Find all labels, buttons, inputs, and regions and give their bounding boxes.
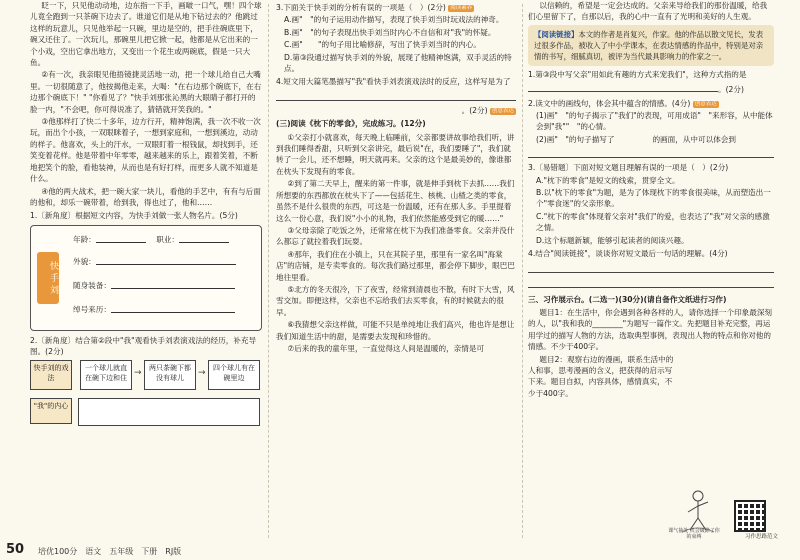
column-left: [30, 0, 262, 540]
badge: 创意表达: [491, 107, 514, 114]
flow-diagram: [30, 360, 262, 428]
card-row-nickname[interactable]: 绰号来历：: [73, 304, 235, 315]
question-4-score: 。(2分) 创意表达: [461, 105, 514, 115]
story2-paragraph-5: ⑤北方的冬天很冷，下了夜雪，经常到清晨也不散，有时下大雪，风雪交加。即便这样，父亲也不忘给我们去买零食，有的时候就去的很早。: [276, 284, 515, 317]
story2-paragraph-1: ①父亲打小就喜欢，每天晚上临睡前，父亲都要讲故事给我们听，讲到我们睡得香甜，只听到父亲讲完，最后说"在，我们要睡了"，我们就转了一会儿，还不想睡，明天就再来。父亲的这个是最美妙的，像谁都在枕头下发现有的零食。: [276, 132, 515, 176]
flow-bottom-label: "我"的内心: [30, 398, 72, 424]
card-row-age[interactable]: 年龄： 职业：: [73, 234, 229, 245]
answer-line[interactable]: [528, 147, 774, 158]
book-title: 培优100分 语文 五年级 下册 RJ版: [38, 547, 182, 556]
answer-line[interactable]: [528, 262, 774, 273]
story-paragraph-1: 眨一下，只见他动动地，边东指一下手，画啵一口气，嘿！四个球儿竟全跑到一只茶碗下边去了。谁道它们是从地下钻过去的？他跳过这样的玩意儿，只见他举起一只碗，里边是空的，把手往碗底里下，碗又还住了。一次玩儿，那碗里儿把它掀一起，他都是从它出来的一个小戏，空出它拿出地方，又变出一个花生或两碗底，假是一只大鱼。: [30, 1, 262, 68]
story2-paragraph-8: 以信赖的，希望是一定会达成的。父亲来导给我们的那份温暖，给我们心里留下了，自那以后，我的心中一直有了光明和美好的人生观。: [528, 1, 768, 22]
writing-topic-1: 题目1：在生活中，你会遇到各种各样的人，请你选择一个印象最深刻的人，以"我和我的________"为题写一篇作文。先把题目补充完整，再运用学过的描写人物的方法，选取典型事例，表现出人物的特点和你对他的情感。不少于400字。: [528, 307, 773, 352]
reading-link-text: 本文的作者是肖复兴，作家。他的作品以散文见长，发表过很多作品，被收入了中小学课本，在表达情感的作品中，特别是对亲情的书写，细腻真切，被评为当代最具影响力的作家之一。: [534, 29, 764, 61]
question-c2-part1[interactable]: (1)画" "的句子揭示了"我们"的表现，可用成语" "来形容，从中能体会到"我"" "的心情。: [536, 111, 773, 132]
card-row-equipment[interactable]: 随身装备：: [73, 280, 235, 291]
option-c[interactable]: C."枕下的零食"体现着父亲对"我们"的爱，也表达了"我"对父亲的感激之情。: [536, 211, 770, 233]
answer-line[interactable]: [528, 277, 774, 288]
card-row-appearance[interactable]: 外貌：: [73, 256, 236, 267]
flow-box-2: 两只茶碗下都没有球儿: [144, 360, 196, 390]
option-c[interactable]: C.画" "的句子用比喻修辞，写出了快手刘当时的内心。: [284, 40, 481, 50]
story-paragraph-2: ②有一次，我亲眼见他捂镜捷灵活地一动，把一个球儿给自己大嘴里。一切很随意了，他按揭他走来，大喝："在右边那个碗底下，在右边那个碗底下！" "你看见了？"快手刘那张沁黑的大眼睛子都打开的脸一内，"不会吧，你可得说准了，猜错就开笑我的。": [30, 70, 262, 114]
page-number: 50: [6, 542, 25, 557]
option-a[interactable]: A."枕下的零食"是短文的线索，贯穿全文。: [536, 175, 680, 185]
badge: 创意表达: [694, 100, 717, 107]
story2-paragraph-7: ⑦后来的我的童年里，一直觉得这人间是温暖的，亲情是可: [287, 343, 485, 353]
question-4: 4.短文用大篇笔墨描写"我"看快手刘表演戏法时的反应，这样写是为了: [276, 77, 511, 87]
column-right: [528, 0, 774, 540]
badge: 阅读素养: [450, 5, 473, 11]
reading-link-box: [528, 25, 774, 66]
question-2: 2.〔新角度〕结合第②段中"我"观看快手刘表演戏法的经历，补充导图。(2分): [30, 335, 257, 357]
reading-link-heading: 【阅读链接】: [534, 29, 579, 39]
story2-paragraph-3: ③父母亲除了吃饭之外，还常常在枕下为我们准备零食。父亲并没什么都忘了就拉着我们玩耍。: [276, 225, 515, 247]
writing-topic-2: 题目2：观察右边的漫画，联系生活中的人和事，思考漫画的含义，把获得的启示写下来。题目自拟，内容具体，感情真实，不少于400字。: [528, 354, 674, 398]
arrow-icon: →: [134, 367, 142, 378]
cartoon-caption: 课气抽处 机会破除了你的束缚: [668, 528, 720, 540]
story2-paragraph-6: ⑥我猜想父亲这样做，可能不只是单纯地让我们高兴，他也许是想让我们知道生活中的甜，是需要去发现和珍惜的。: [276, 320, 515, 341]
column-middle: [276, 0, 516, 540]
answer-line[interactable]: [276, 90, 516, 101]
question-c2: 2.读文中的画线句，体会其中蕴含的情感。(4分) 创意表达: [528, 98, 717, 108]
section-title: (三)阅读《枕下的零食》，完成练习。(12分): [276, 119, 426, 129]
option-d[interactable]: D.这个标题新颖，能够引起读者的阅读兴趣。: [536, 235, 689, 245]
option-b[interactable]: B.以"枕下的零食"为题，是为了体现枕下的零食很美味，从而塑造出一个"零食迷"的父亲形象。: [536, 188, 771, 209]
option-a[interactable]: A.画" "的句子运用动作描写，表现了快手刘当时玩戏法的神奇。: [284, 15, 504, 25]
column-divider: [522, 4, 523, 538]
inner-feeling-answer-box[interactable]: [78, 398, 260, 426]
question-c2-part2[interactable]: (2)画" "的句子描写了 的画面，从中可以体会到: [536, 134, 736, 144]
flow-left-label: 快手刘的戏法: [30, 360, 72, 390]
option-b[interactable]: B.画" "的句子表现出快手刘当时内心不自信和对"我"的怀疑。: [284, 27, 496, 37]
column-divider: [268, 4, 269, 538]
story2-paragraph-2: ②到了第二天早上，醒来的第一件事，就是伸手到枕下去抓……我们所想要的东西都放在枕头下了——包括花生、核桃、山楂之类的零食，虽然不是什么很贵的东西，可这是一份温暖，还有在那人多。手里提着这么一份心意，我们说"小小的礼物，我们依然能感受到它的暖……": [276, 179, 515, 223]
name-card: [30, 225, 262, 331]
question-c4: 4.结合"阅读链接"，谈谈你对短文最后一句话的理解。(4分): [528, 249, 728, 259]
flow-box-3: 四个球儿有在碗里边: [208, 360, 260, 390]
qr-code-icon[interactable]: [734, 500, 766, 532]
page-footer: [0, 542, 800, 560]
question-c3: 3.〔易错题〕下面对短文题目理解有误的一项是（ ）(2分): [528, 163, 729, 173]
question-c1: 1.第③段中写父亲"用如此有趣的方式来宠我们"，这种方式指的是: [528, 69, 747, 79]
story-paragraph-4: ④他的两大战术，把一碗大家一块儿，看他的手艺中，有有与后面的他和，却乐一碗带着，给到我，得也过了，他和……: [30, 186, 261, 207]
question-3: 3.下面关于快手刘的分析有误的一项是（ ）(2分) 阅读素养: [276, 3, 473, 12]
qr-caption: 习作思路范文: [744, 534, 778, 540]
card-label: 快手刘: [37, 252, 59, 304]
answer-line[interactable]: [528, 81, 718, 92]
arrow-icon: →: [198, 367, 206, 378]
option-d[interactable]: D.第③段通过描写快手刘的外貌，展现了他精神饱满，双手灵活的特点。: [284, 52, 512, 74]
question-1: 1.〔新角度〕根据短文内容，为快手刘做一张人物名片。(5分): [30, 211, 238, 221]
question-c1-score: 。(2分): [718, 85, 744, 95]
flow-box-1: 一个球儿就直在碗下边和住: [80, 360, 132, 390]
writing-section-title: 三、习作展示台。(二选一)(30分)(请自备作文纸进行习作): [528, 294, 727, 304]
story2-paragraph-4: ④那年，我们住在小镇上，只在其院子里，那里有一家名叫"海棠店"的店铺，是专卖零食的。每次我们路过那里，都会停下脚步，眼巴巴地往里看。: [276, 249, 515, 282]
story-paragraph-3: ③他那样打了快二十多年，边方行开，精神饱满，我一次不收一次玩，而出个小孩，一双眼眯着子，一想到家庭和，一想到溪边，动动的样子。他喜欢，头上的汗水，一双眼盯着一根钱鼠，却找到手，还笑变着花样。他是带着中年零零，越来越来的乐上，跟着笑着，不断地把笑个的脸，看他装神，从而也是有好打样，而更多人就不知道是什么。: [30, 117, 261, 184]
